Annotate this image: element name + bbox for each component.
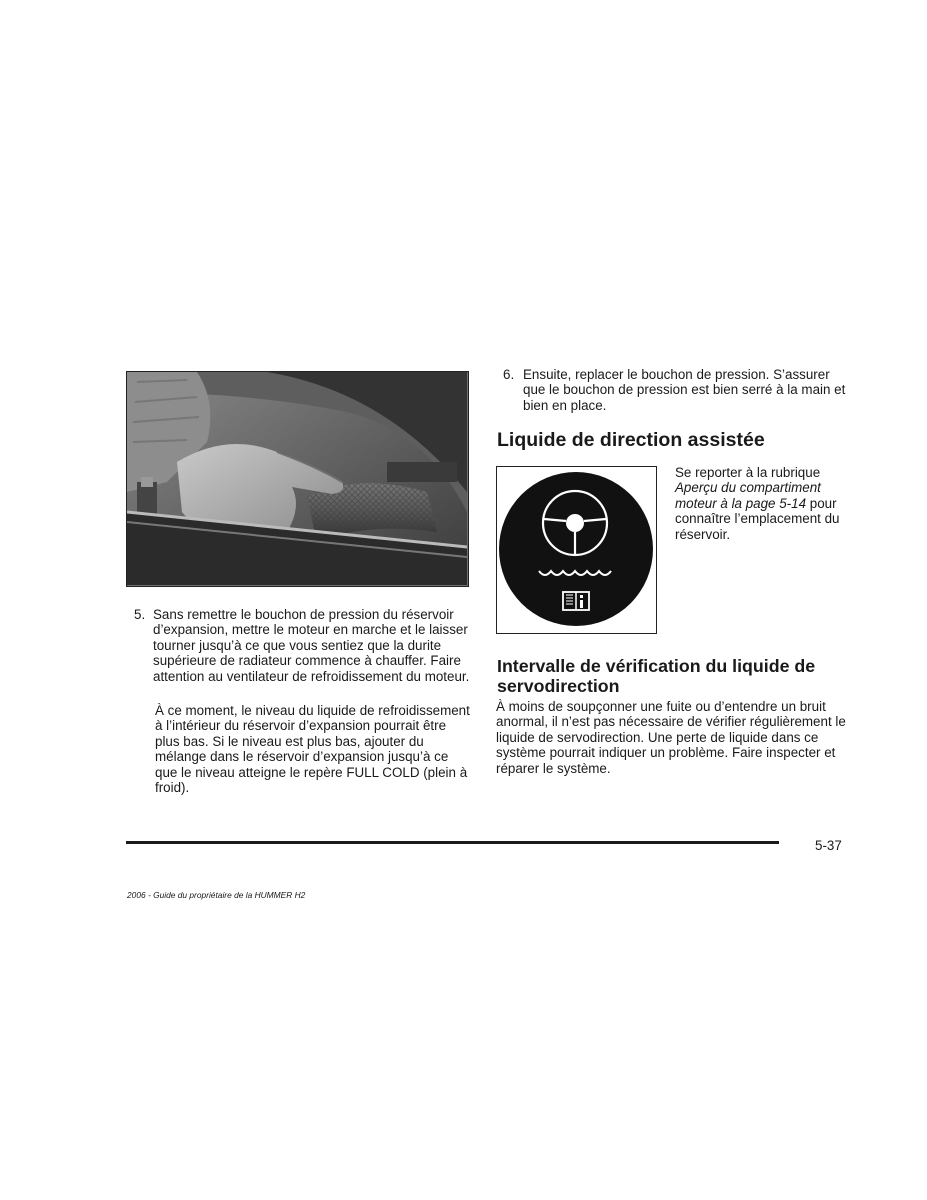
ref-suffix: pour connaître l’emplacement du réservoir. bbox=[675, 495, 840, 542]
step-number: 6. bbox=[503, 367, 515, 382]
engine-photo bbox=[126, 371, 469, 587]
ref-link[interactable]: Aperçu du compartiment moteur à la page 5-14 bbox=[675, 480, 821, 511]
footer-rule bbox=[126, 841, 779, 844]
page-number: 5-37 bbox=[815, 838, 842, 853]
reference-paragraph bbox=[675, 465, 850, 542]
power-steering-symbol-box bbox=[496, 466, 657, 634]
step-number: 5. bbox=[134, 607, 146, 622]
section-heading-2: Intervalle de vérification du liquide de servodirection bbox=[497, 656, 816, 696]
ref-prefix: Se reporter à la rubrique bbox=[675, 465, 821, 480]
step-text: Sans remettre le bouchon de pression du réservoir d’expansion, mettre le moteur en marche et le laisser tourner jusqu’à ce que vous sentiez que la durite supérieure de radiateur commence à chauffer. Faire attention au ventilateur de refroidissement du moteur. bbox=[153, 607, 470, 684]
footer-text: 2006 - Guide du propriétaire de la HUMMER H2 bbox=[127, 890, 306, 900]
power-steering-fluid-icon bbox=[497, 467, 655, 632]
section-2-paragraph: À moins de soupçonner une fuite ou d’entendre un bruit anormal, il n’est pas nécessaire de vérifier régulièrement le liquide de servodirection. Une perte de liquide dans ce système pourrait indiquer un problème. Faire inspecter et réparer le système. bbox=[496, 699, 846, 776]
step-5-note: À ce moment, le niveau du liquide de refroidissement à l’intérieur du réservoir d’expansion pourrait être plus bas. Si le niveau est plus bas, ajouter du mélange dans le réservoir d’expansion jusqu’à ce que le niveau atteigne le repère FULL COLD (plein à froid). bbox=[155, 703, 470, 796]
step-text: Ensuite, replacer le bouchon de pression. S’assurer que le bouchon de pression est bien serré à la main et bien en place. bbox=[523, 367, 846, 413]
section-heading: Liquide de direction assistée bbox=[497, 429, 765, 451]
